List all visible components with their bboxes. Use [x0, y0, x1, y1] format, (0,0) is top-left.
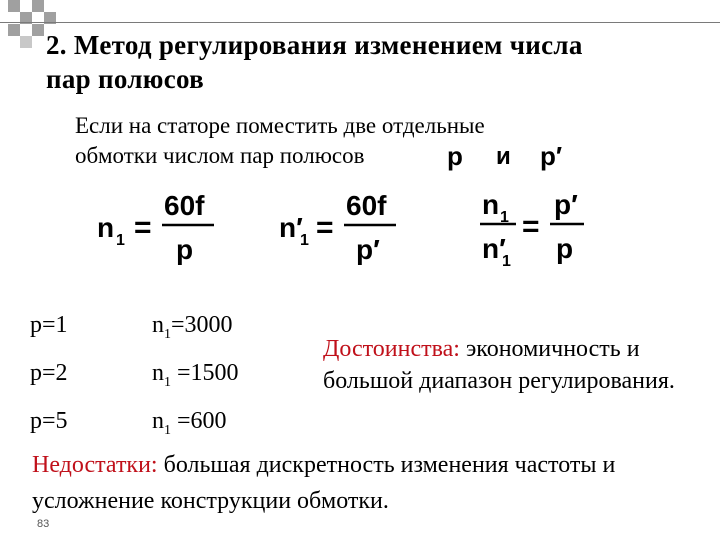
formula1-eq: =	[134, 211, 152, 244]
intro-line-1: Если на статоре поместить две отдельные	[75, 113, 485, 138]
row-n1-3000: $n_1=3000$	[152, 312, 233, 342]
advantages-body: экономичность и большой диапазон регулирования.	[323, 336, 675, 394]
advantages-label: Достоинства:	[323, 336, 460, 362]
formula-ratio	[476, 182, 596, 277]
formula1-lhs: n	[97, 212, 115, 243]
formula3-num-right: p′	[554, 189, 578, 220]
symbol-p: p	[447, 141, 463, 171]
formula-n1	[92, 185, 232, 275]
formula3-den-left-sub: 1	[502, 253, 511, 270]
word-and: и	[496, 143, 511, 170]
intro-line-2: обмотки числом пар полюсов	[75, 143, 365, 168]
symbol-p-prime: p′	[540, 141, 563, 171]
formula3-num-left: n	[482, 189, 500, 220]
formula1-num: 60f	[164, 190, 205, 221]
row-p5: p=5	[30, 408, 68, 434]
formula3-den-left: n′	[482, 233, 506, 264]
formula-n1-prime	[274, 185, 414, 275]
formula1-lhs-sub: 1	[116, 232, 125, 249]
formula2-lhs-sub: 1	[300, 232, 309, 249]
page-number: 83	[37, 518, 50, 530]
row-n1-600: $n_1 =600$	[152, 408, 227, 438]
formula2-den: p′	[356, 234, 380, 265]
row-p2: p=2	[30, 360, 68, 386]
title-line-2: пар полюсов	[46, 64, 204, 94]
formula3-num-left-sub: 1	[500, 209, 509, 226]
title-line-1: 2. Метод регулирования изменением числа	[46, 30, 583, 60]
slide-title	[46, 28, 686, 96]
formula3-den-right: p	[556, 233, 574, 264]
disadvantages-label: Недостатки:	[32, 452, 158, 478]
title-divider	[0, 22, 720, 23]
disadvantages-text	[32, 447, 712, 519]
row-p1: p=1	[30, 312, 68, 338]
formula3-eq: =	[522, 210, 540, 243]
formula2-num: 60f	[346, 190, 387, 221]
row-n1-1500: $n_1 =1500$	[152, 360, 239, 390]
formula2-eq: =	[316, 211, 334, 244]
disadvantages-body: большая дискретность изменения частоты и усложнение конструкции обмотки.	[32, 452, 616, 514]
formula1-den: p	[176, 234, 194, 265]
advantages-text	[323, 333, 713, 397]
formula2-lhs: n′	[279, 212, 303, 243]
